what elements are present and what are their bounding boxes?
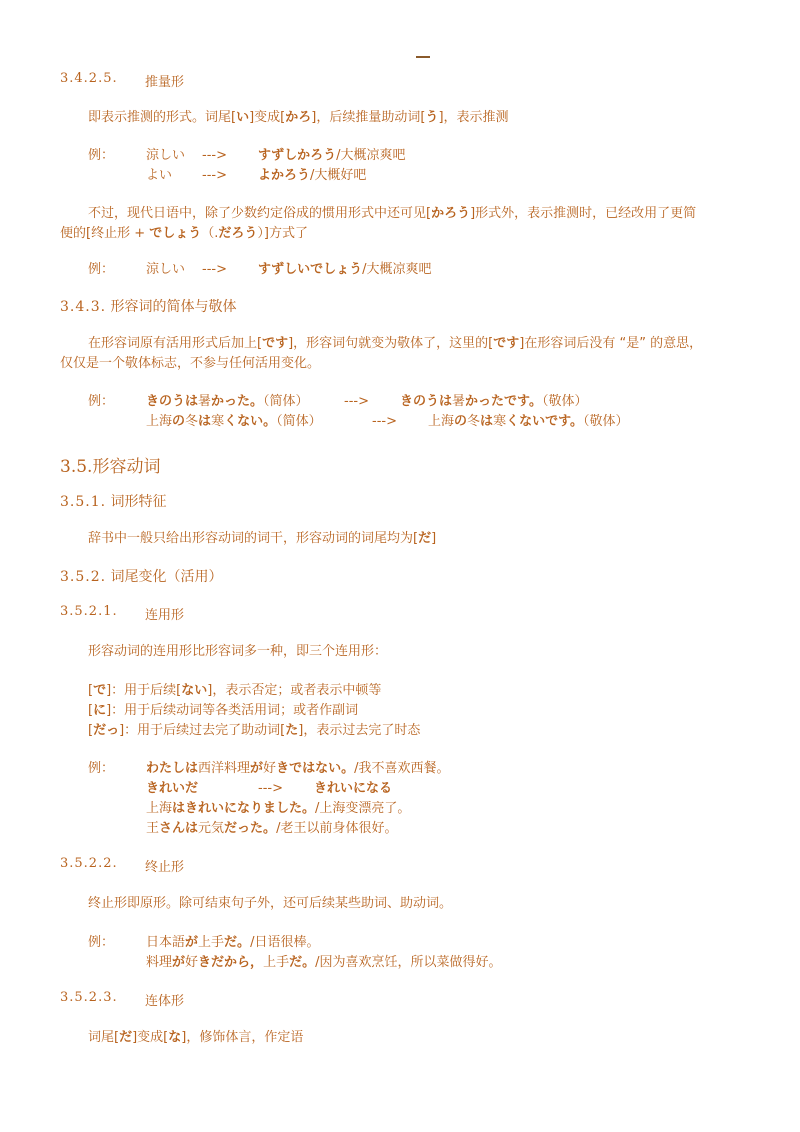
text: ]，表示否定；或者表示中顿等 xyxy=(207,683,382,698)
text: だ xyxy=(119,1030,133,1045)
example-row-3 xyxy=(146,798,410,820)
text: 上海 xyxy=(428,414,455,429)
text: ]：用于后续过去完了助动词[ xyxy=(119,723,286,738)
text: 在形容词原有活用形式后加上[ xyxy=(88,336,263,351)
arrow: ---> xyxy=(344,394,369,409)
section-title: 连用形 xyxy=(145,608,185,623)
section-number: 3.5.1. xyxy=(60,494,107,510)
example-label: 例： xyxy=(88,935,115,950)
paragraph-3-line-2: 仅仅是一个敬体标志，不参与任何活用变化。 xyxy=(60,356,321,371)
text: わたしは xyxy=(146,761,199,776)
example-row-2-result xyxy=(428,411,629,433)
text: かった。 xyxy=(211,394,264,409)
section-heading-3-5-2-2 xyxy=(60,856,185,875)
text: 元気 xyxy=(198,821,225,836)
text: ）]方式了 xyxy=(257,226,308,241)
text: だ xyxy=(418,531,432,546)
section-title: 形容词的简体与敬体 xyxy=(110,299,237,315)
text: 冬 xyxy=(185,414,199,429)
text: の xyxy=(172,414,186,429)
example-result xyxy=(258,259,432,281)
text: /我不喜欢西餐。 xyxy=(354,761,450,776)
text: た xyxy=(285,723,299,738)
text: です xyxy=(262,336,289,351)
section-heading-3-4-2-5 xyxy=(60,71,185,90)
section-number: 3.4.2.5. xyxy=(60,71,118,86)
text: 上手 xyxy=(263,955,290,970)
section-title: 词形特征 xyxy=(110,494,167,510)
text: 词尾[ xyxy=(88,1030,120,1045)
text: きではない。 xyxy=(276,761,355,776)
text: /大概凉爽吧 xyxy=(362,262,432,277)
section-title: 词尾变化（活用） xyxy=(110,569,223,585)
example-label: 例： xyxy=(88,148,115,163)
text: 好 xyxy=(263,761,277,776)
section-heading-3-5-2-3 xyxy=(60,990,185,1009)
paragraph-7 xyxy=(88,1027,303,1049)
text: かろう xyxy=(431,206,471,221)
paragraph-6: 终止形即原形。除可结束句子外，还可后续某些助词、助动词。 xyxy=(88,896,453,911)
text: ] xyxy=(431,531,437,546)
text: ]在形容词后没有 “是” 的意思， xyxy=(519,336,703,351)
text: 暑 xyxy=(452,394,466,409)
form-item-ni xyxy=(88,700,358,722)
section-number: 3.5.2.1. xyxy=(60,604,118,619)
text: （. xyxy=(201,226,219,241)
text: （简体） xyxy=(263,394,309,409)
example-label: 例： xyxy=(88,761,115,776)
section-heading-3-5-1 xyxy=(60,491,167,511)
text: な xyxy=(168,1030,182,1045)
text: ]：用于后续动词等各类活用词；或者作副词 xyxy=(106,703,359,718)
text: は xyxy=(480,414,494,429)
example-row-2 xyxy=(146,411,322,433)
text: だ。 xyxy=(289,955,316,970)
text: くない。 xyxy=(224,414,277,429)
text: よかろう xyxy=(258,168,311,183)
text: ]变成[ xyxy=(249,110,286,125)
text: い xyxy=(236,110,250,125)
text: う xyxy=(425,110,439,125)
text: /因为喜欢烹饪，所以菜做得好。 xyxy=(315,955,502,970)
text: /老王以前身体很好。 xyxy=(276,821,398,836)
paragraph-3-line-1 xyxy=(88,333,702,355)
text: くないです。 xyxy=(506,414,584,429)
text: （敬体） xyxy=(542,394,588,409)
text: だった。 xyxy=(224,821,277,836)
text: 寒 xyxy=(493,414,507,429)
text: すずしかろう xyxy=(258,148,337,163)
text: 便的[终止形 + xyxy=(60,226,150,241)
text: だ。 xyxy=(224,935,251,950)
section-heading-3-5-2-1 xyxy=(60,604,185,623)
form-item-de xyxy=(88,680,381,702)
text: ]，表示过去完了时态 xyxy=(298,723,421,738)
text: 上海 xyxy=(146,414,173,429)
text: ない xyxy=(181,683,208,698)
paragraph-4 xyxy=(88,528,436,550)
example-row-1 xyxy=(146,932,319,954)
text: ]变成[ xyxy=(132,1030,169,1045)
example-row-2-result: きれいになる xyxy=(314,781,393,796)
text: 冬 xyxy=(467,414,481,429)
arrow: ---> xyxy=(258,781,283,796)
text: かったです。 xyxy=(465,394,542,409)
text: ]，表示推测 xyxy=(438,110,509,125)
text: すずしいでしょう xyxy=(258,262,363,277)
text: に xyxy=(93,703,107,718)
text: きだから， xyxy=(198,955,264,970)
text: 不过，现代日语中，除了少数约定俗成的惯用形式中还可见[ xyxy=(88,206,432,221)
text: が xyxy=(172,955,186,970)
text: だっ xyxy=(93,723,120,738)
section-title: 终止形 xyxy=(145,860,185,875)
section-number: 3.5.2.2. xyxy=(60,856,118,871)
text: 辞书中一般只给出形容动词的词干，形容动词的词尾均为[ xyxy=(88,531,419,546)
text: 西洋料理 xyxy=(198,761,251,776)
text: 好 xyxy=(185,955,199,970)
example-row-1 xyxy=(146,758,449,780)
text: ]，修饰体言，作定语 xyxy=(181,1030,304,1045)
text: /大概凉爽吧 xyxy=(336,148,406,163)
section-title: 连体形 xyxy=(145,994,185,1009)
example-label: 例： xyxy=(88,262,115,277)
text: はきれいになりました。 xyxy=(172,801,316,816)
paragraph-5: 形容动词的连用形比形容词多一种，即三个连用形： xyxy=(88,644,388,659)
example-row-4 xyxy=(146,818,397,840)
text: 即表示推测的形式。词尾[ xyxy=(88,110,237,125)
section-title: 推量形 xyxy=(145,75,185,90)
arrow: ---> xyxy=(202,168,227,183)
example-result xyxy=(258,145,406,167)
text: が xyxy=(250,761,264,776)
example-result xyxy=(258,165,366,187)
text: 上手 xyxy=(198,935,225,950)
text: [ xyxy=(88,723,94,738)
text: ]，后续推量助动词[ xyxy=(311,110,426,125)
example-row-1 xyxy=(146,391,309,413)
text: 王 xyxy=(146,821,160,836)
arrow: ---> xyxy=(372,414,397,429)
text: [ xyxy=(88,703,94,718)
text: 暑 xyxy=(198,394,212,409)
text: 寒 xyxy=(211,414,225,429)
page-mark xyxy=(416,56,430,58)
text: だろう xyxy=(218,226,258,241)
example-label: 例： xyxy=(88,394,115,409)
text: が xyxy=(185,935,199,950)
section-number: 3.5.2. xyxy=(60,569,107,585)
section-number: 3.5. xyxy=(60,457,93,477)
paragraph-2-line-1 xyxy=(88,203,696,225)
text: かろ xyxy=(285,110,312,125)
text: です xyxy=(493,336,520,351)
text: （简体） xyxy=(276,414,322,429)
text: /日语很棒。 xyxy=(250,935,320,950)
text: ]形式外，表示推测时，已经改用了更简 xyxy=(470,206,697,221)
text: きのうは xyxy=(146,394,199,409)
text: ]：用于后续[ xyxy=(106,683,182,698)
section-number: 3.5.2.3. xyxy=(60,990,118,1005)
example-row-1-result xyxy=(400,391,588,413)
example-word: 涼しい xyxy=(146,148,186,163)
text: きのうは xyxy=(400,394,453,409)
text: さんは xyxy=(159,821,199,836)
example-row-2-word: きれいだ xyxy=(146,781,199,796)
example-word: 涼しい xyxy=(146,262,186,277)
text: /大概好吧 xyxy=(310,168,367,183)
section-heading-3-5-2 xyxy=(60,566,223,586)
text: は xyxy=(198,414,212,429)
section-number: 3.4.3. xyxy=(60,299,107,315)
section-title: 形容动词 xyxy=(92,457,161,477)
section-heading-3-4-3 xyxy=(60,296,237,316)
text: 日本語 xyxy=(146,935,186,950)
example-row-2 xyxy=(146,952,501,974)
text: （敬体） xyxy=(583,414,629,429)
paragraph-1 xyxy=(88,107,509,129)
text: [ xyxy=(88,683,94,698)
text: で xyxy=(93,683,107,698)
arrow: ---> xyxy=(202,148,227,163)
text: 上海 xyxy=(146,801,173,816)
arrow: ---> xyxy=(202,262,227,277)
text: 料理 xyxy=(146,955,173,970)
form-item-datt xyxy=(88,720,420,742)
example-word: よい xyxy=(146,168,173,183)
paragraph-2-line-2 xyxy=(60,223,308,245)
section-heading-3-5 xyxy=(60,452,160,477)
text: /上海变漂亮了。 xyxy=(315,801,411,816)
text: の xyxy=(454,414,468,429)
text: ]，形容词句就变为敬体了，这里的[ xyxy=(288,336,494,351)
text: でしょう xyxy=(149,226,202,241)
